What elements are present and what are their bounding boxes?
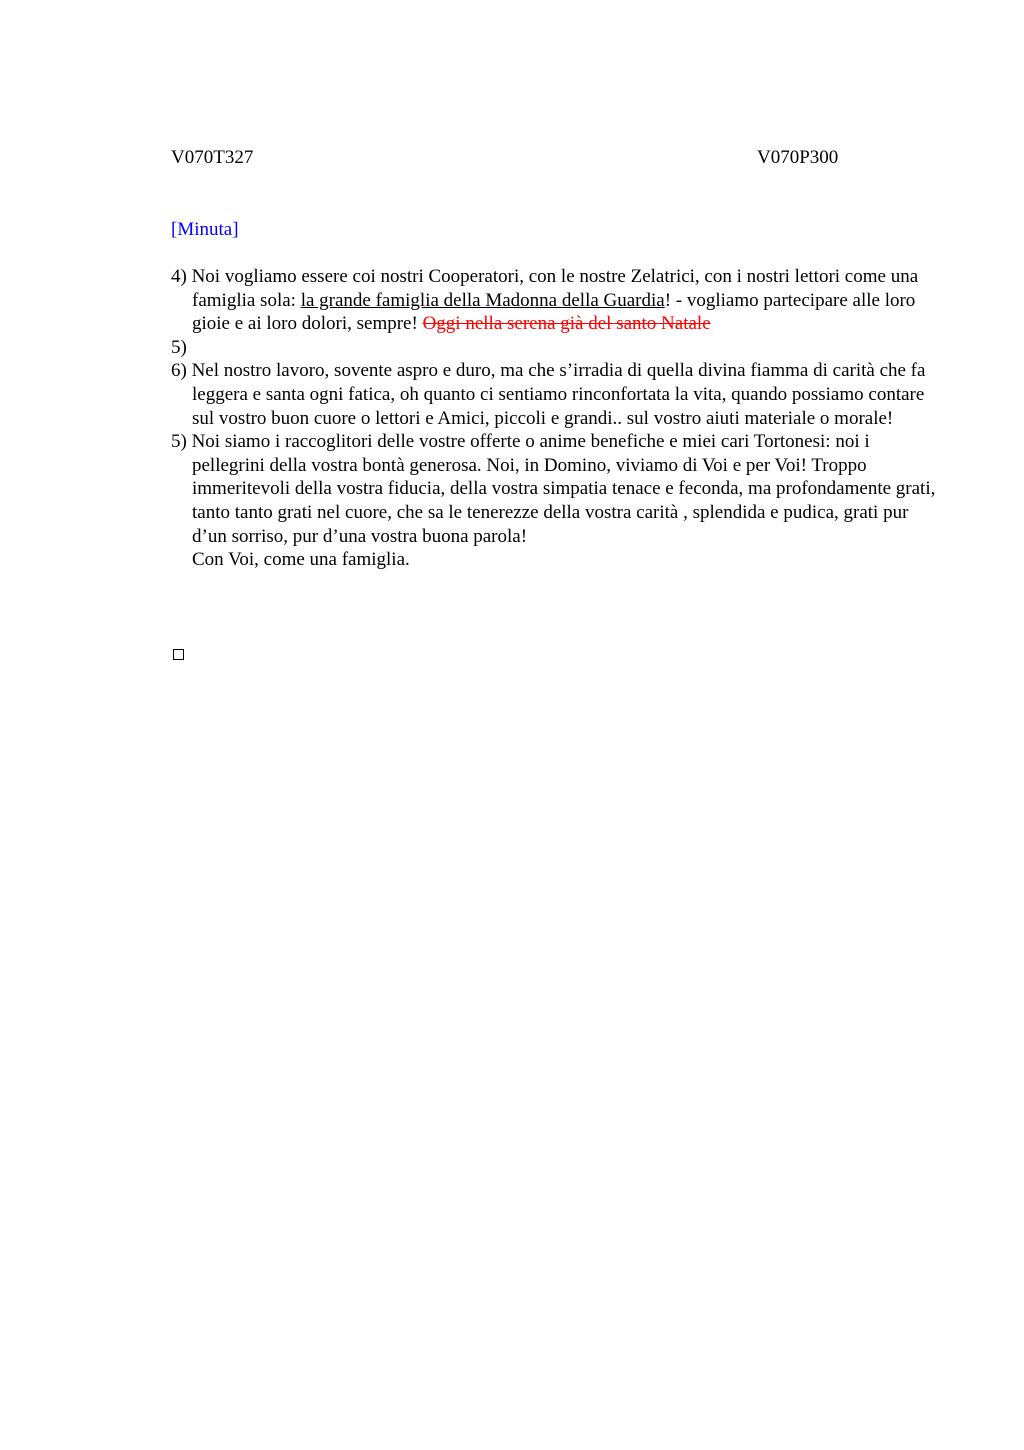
paragraph-text: Nel nostro lavoro, sovente aspro e duro, ma che s’irradia di quella divina fiamma di carità che fa leggera e santa ogni fatica, oh quanto ci sentiamo rinconfortata la vita, quando possiamo contare sul vostro buon cuore o lettori e Amici, piccoli e grandi.. sul vostro aiuti materiale o morale! [191, 360, 926, 429]
document-code-left: V070T327 [171, 147, 254, 168]
paragraph-number: 5) [171, 431, 187, 453]
paragraph-number: 6) [171, 360, 187, 382]
paragraph-5 [171, 430, 941, 548]
paragraph-text: Noi siamo i raccoglitori delle vostre offerte o anime benefiche e miei cari Tortonesi: noi i pellegrini della vostra bontà generosa. Noi, in Domino, viviamo di Voi e per Voi! Troppo immeritevoli della vostra fiducia, della vostra simpatia tenace e feconda, ma profondamente grati, tanto tanto grati nel cuore, che sa le tenerezze della vostra carità , splendida e pudica, grati pur d’un sorriso, pur d’una vostra buona parola! [191, 431, 936, 547]
paragraph-text: Noi vogliamo essere coi nostri Cooperatori, con le nostre Zelatrici, con i nostri lettori come una famiglia sola: [191, 266, 919, 311]
paragraph-5-empty [171, 336, 941, 360]
paragraph-number: 5) [171, 336, 187, 358]
closing-line: Con Voi, come una famiglia. [192, 549, 410, 571]
paragraph-4 [171, 265, 941, 336]
minuta-label: [Minuta] [171, 219, 239, 240]
underlined-phrase: la grande famiglia della Madonna della Guardia [300, 289, 665, 311]
document-code-right: V070P300 [757, 147, 839, 168]
paragraph-number: 4) [171, 266, 187, 287]
paragraph-text-continued: ! - vogliamo partecipare alle loro gioie e ai loro dolori, sempre! [192, 289, 916, 335]
document-body [171, 265, 941, 572]
paragraph-6 [171, 359, 941, 430]
empty-square-icon [173, 649, 184, 660]
struck-through-text: Oggi nella serena già del santo Natale [422, 313, 711, 335]
